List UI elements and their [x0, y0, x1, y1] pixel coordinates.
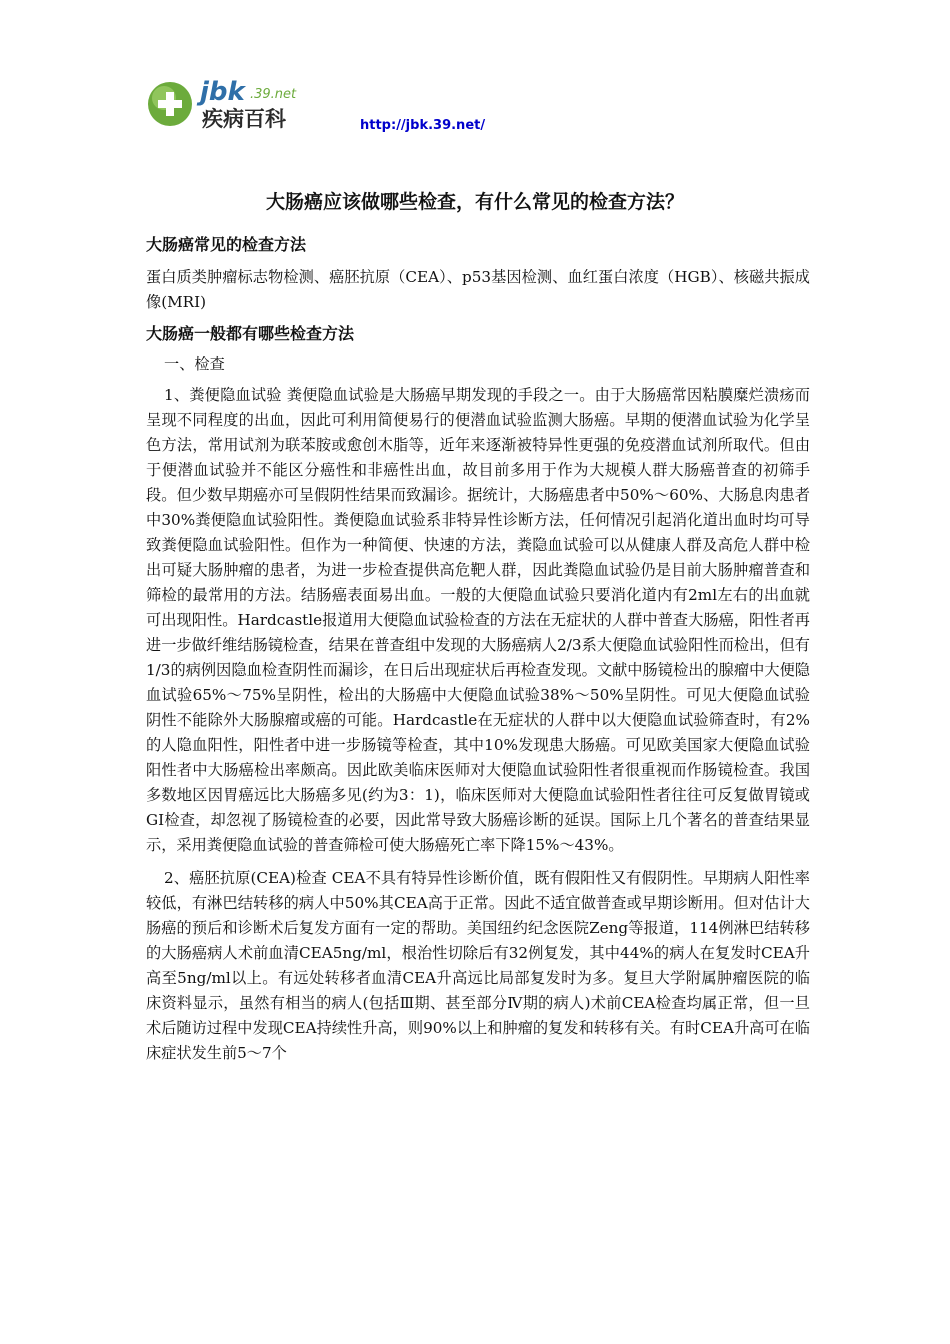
paragraph-fecal-occult-blood: 1、粪便隐血试验 粪便隐血试验是大肠癌早期发现的手段之一。由于大肠癌常因粘膜糜烂溃疡而呈现不同程度的出血，因此可利用简便易行的便潜血试验监测大肠癌。早期的便潜血试验为化学呈色方法，常用试剂为联苯胺或愈创木脂等，近年来逐渐被特异性更强的免疫潜血试剂所取代。但由于便潜血试验并不能区分癌性和非癌性出血，故目前多用于作为大规模人群大肠癌普查的初筛手段。但少数早期癌亦可呈假阴性结果而致漏诊。据统计，大肠癌患者中50%～60%、大肠息肉患者中30%粪便隐血试验阳性。粪便隐血试验系非特异性诊断方法，任何情况引起消化道出血时均可导致粪便隐血试验阳性。但作为一种简便、快速的方法，粪隐血试验可以从健康人群及高危人群中检出可疑大肠肿瘤的患者，为进一步检查提供高危靶人群，因此粪隐血试验仍是目前大肠肿瘤普查和筛检的最常用的方法。结肠癌表面易出血。一般的大便隐血试验只要消化道内有2ml左右的出血就可出现阳性。Hardcastle报道用大便隐血试验检查的方法在无症状的人群中普查大肠癌，阳性者再进一步做纤维结肠镜检查，结果在普查组中发现的大肠癌病人2/3系大便隐血试验阳性而检出，但有1/3的病例因隐血检查阴性而漏诊，在日后出现症状后再检查发现。文献中肠镜检出的腺瘤中大便隐血试验65%～75%呈阴性，检出的大肠癌中大便隐血试验38%～50%呈阴性。可见大便隐血试验阴性不能除外大肠腺瘤或癌的可能。Hardcastle在无症状的人群中以大便隐血试验筛查时，有2%的人隐血阳性，阳性者中进一步肠镜等检查，其中10%发现患大肠癌。可见欧美国家大便隐血试验阳性者中大肠癌检出率颇高。因此欧美临床医师对大便隐血试验阳性者很重视而作肠镜检查。我国多数地区因胃癌远比大肠癌多见(约为3：1)，临床医师对大便隐血试验阳性者往往可反复做胃镜或GI检查，却忽视了肠镜检查的必要，因此常导致大肠癌诊断的延误。国际上几个著名的普查结果显示，采用粪便隐血试验的普查筛检可使大肠癌死亡率下降15%～43%。 — [146, 386, 810, 854]
section-heading-exams: 大肠癌一般都有哪些检查方法 — [146, 324, 355, 343]
logo — [146, 70, 316, 134]
subheading-exam: 一、检查 — [164, 355, 225, 373]
svg-text:jbk: jbk — [200, 77, 245, 107]
page-title: 大肠癌应该做哪些检查，有什么常见的检查方法？ — [265, 191, 684, 213]
article-body — [146, 233, 810, 1066]
methods-list-text: 蛋白质类肿瘤标志物检测、癌胚抗原（CEA）、p53基因检测、血红蛋白浓度（HGB）、核磁共振成像(MRI) — [146, 268, 810, 311]
site-url-link[interactable]: http://jbk.39.net/ — [360, 118, 486, 133]
svg-text:.39.net: .39.net — [250, 87, 297, 102]
svg-text:疾病百科: 疾病百科 — [202, 107, 286, 131]
paragraph-cea: 2、癌胚抗原(CEA)检查 CEA不具有特异性诊断价值，既有假阳性又有假阴性。早期病人阳性率较低，有淋巴结转移的病人中50%其CEA高于正常。因此不适宜做普查或早期诊断用。但对估计大肠癌的预后和诊断术后复发方面有一定的帮助。美国纽约纪念医院Zeng等报道，114例淋巴结转移的大肠癌病人术前血清CEA5ng/ml，根治性切除后有32例复发，其中44%的病人在复发时CEA升高至5ng/ml以上。有远处转移者血清CEA升高远比局部复发时为多。复旦大学附属肿瘤医院的临床资料显示，虽然有相当的病人(包括Ⅲ期、甚至部分Ⅳ期的病人)术前CEA检查均属正常，但一旦术后随访过程中发现CEA持续性升高，则90%以上和肿瘤的复发和转移有关。有时CEA升高可在临床症状发生前5～7个 — [146, 869, 810, 1062]
section-heading-methods: 大肠癌常见的检查方法 — [146, 235, 307, 254]
